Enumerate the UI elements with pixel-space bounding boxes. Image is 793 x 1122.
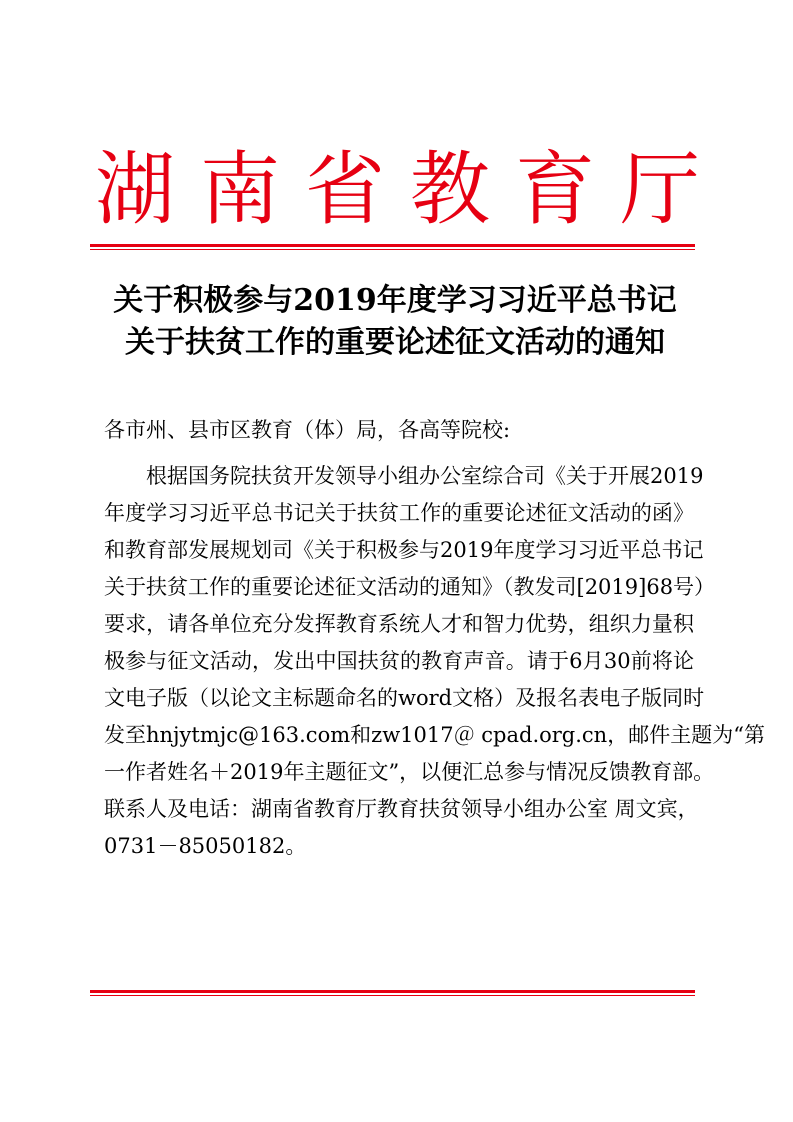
letterhead-char: 育	[515, 143, 595, 236]
body-line: 联系人及电话：湖南省教育厅教育扶贫领导小组办公室 周文宾，	[104, 797, 699, 821]
body-line: 0731－85050182。	[104, 834, 307, 858]
letterhead-char: 湖	[95, 143, 175, 236]
salutation: 各市州、县市区教育（体）局，各高等院校:	[104, 418, 511, 442]
body-line: 根据国务院扶贫开发领导小组办公室综合司《关于开展2019	[146, 464, 704, 488]
body-line: 发至hnjytmjc@163.com和zw1017＠ cpad.org.cn，邮件主题为“第	[104, 723, 765, 747]
document-title	[90, 280, 700, 364]
document-title-line-2: 关于扶贫工作的重要论述征文活动的通知	[125, 325, 665, 360]
letterhead-char: 厅	[620, 143, 700, 236]
letterhead-char: 省	[305, 143, 385, 236]
body-line: 文电子版（以论文主标题命名的word文格）及报名表电子版同时	[104, 686, 705, 710]
bottom-red-rule	[90, 990, 695, 996]
letterhead-title	[95, 140, 700, 240]
body-line: 极参与征文活动，发出中国扶贫的教育声音。请于6月30前将论	[104, 649, 694, 673]
letterhead-char: 教	[410, 143, 490, 236]
letterhead-char: 南	[200, 143, 280, 236]
document-title-line-1: 关于积极参与2019年度学习习近平总书记	[113, 283, 677, 318]
body-line: 一作者姓名＋2019年主题征文”，以便汇总参与情况反馈教育部。	[104, 760, 715, 784]
top-red-rule	[90, 244, 695, 250]
body-line: 年度学习习近平总书记关于扶贫工作的重要论述征文活动的函》	[104, 501, 694, 525]
body-line: 要求，请各单位充分发挥教育系统人才和智力优势，组织力量积	[104, 612, 694, 636]
body-line: 关于扶贫工作的重要论述征文活动的通知》（教发司[2019]68号）	[104, 575, 716, 599]
body-paragraph	[104, 458, 765, 865]
body-line: 和教育部发展规划司《关于积极参与2019年度学习习近平总书记	[104, 538, 704, 562]
